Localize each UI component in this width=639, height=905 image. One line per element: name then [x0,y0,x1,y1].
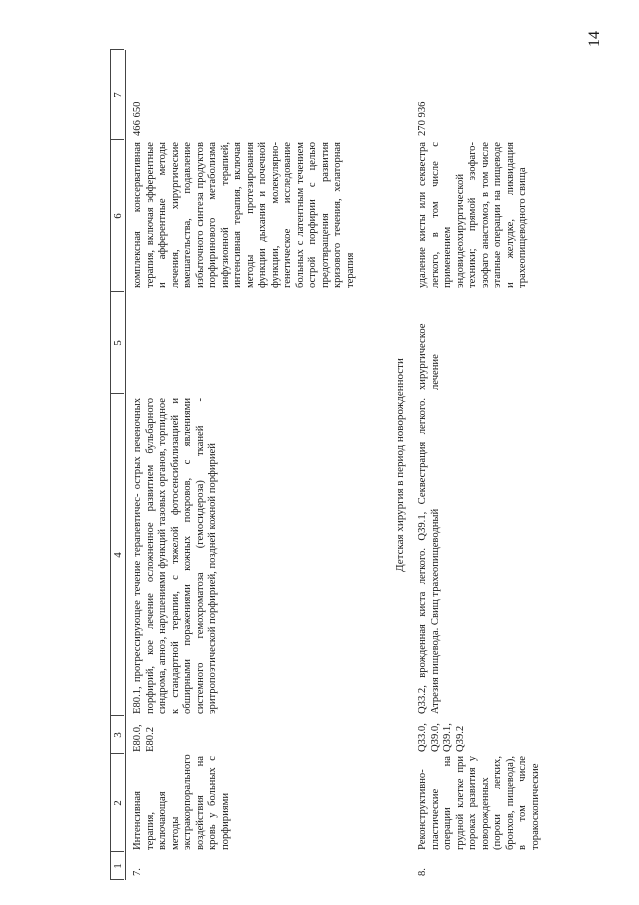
header-col-4: 4 [110,394,126,716]
header-divider [110,291,124,292]
header-divider [110,393,124,394]
header-divider [110,753,124,754]
header-divider [110,139,124,140]
row-7-cost: 466 650 [132,101,143,136]
header-col-2: 2 [110,754,126,852]
header-col-7: 7 [110,50,126,140]
row-8-diagnosis: Q33.2, врожденная киста легкого. Q39.1, Секвестрация легкого. Атрезия пищевода. Свищ трахеопищеводный [417,398,441,714]
header-divider [110,879,124,880]
row-8-cost: 270 936 [417,101,428,136]
row-7-name: Интенсивная терапия, включающая методы экстракорпорального воздействия на кровь у больных с порфириями [132,754,231,850]
header-divider [110,715,124,716]
header-divider [110,49,124,50]
row-8-method: удаление кисты или секвестра легкого, в том числе с применением эндовидеохирургической техники; прямой эзофаго-эзофаго анастомоз, в том числе этапные операции на пищеводе и желудке, ликвидация трахеопищеводного свища [417,142,528,288]
row-7-diagnosis: E80.1, прогрессирующее течение терапевтичес- острых печеночных порфирий, кое лечение осложненное развитием бульбарного синдрома, апноэ, нарушениями функций тазовых органов, торпидное к стандартной терапии, с тяжелой фотосенсибилизацией и обширными поражениями кожных покровов, с явлениями системного гемохроматоза (гемосидероза) тканей - эритропоэтической порфирией, поздней кожной порфирией [132,398,218,714]
header-divider [110,851,124,852]
row-8-type: хирургическое лечение [417,323,441,390]
header-col-6: 6 [110,140,126,292]
header-col-1: 1 [110,852,126,880]
row-8-codes: Q33.0, Q39.0, Q39.1, Q39.2 [417,723,466,752]
row-8-number: 8. [417,868,428,876]
row-8-name: Реконструктивно-пластические операции на грудной клетке при пороках развития у новорожденных (пороки легких, бронхов, пищевода), в том числе торакоскопические [417,756,541,850]
section-title: Детская хирургия в период новорожденности [394,358,406,572]
table-frame [110,50,541,880]
row-7-number: 7. [132,868,143,876]
header-col-3: 3 [110,716,126,754]
row-7-codes: E80.0, E80.2 [132,724,156,752]
header-col-5: 5 [110,292,126,394]
row-7-method: комплексная консервативная терапия, включая эфферентные и афферентные методы лечения, хирургические вмешательства, подавление избыточного синтеза продуктов порфиринового метаболизма инфузионной терапией, интенсивная терапия, включая методы протезирования функции дыхания и почечной функции, молекулярно-генетическое исследование больных с латентным течением острой порфирии с целью предотвращения развития кризового течения, хелаторная терапия [132,142,356,288]
page-number: 14 [586,31,603,47]
